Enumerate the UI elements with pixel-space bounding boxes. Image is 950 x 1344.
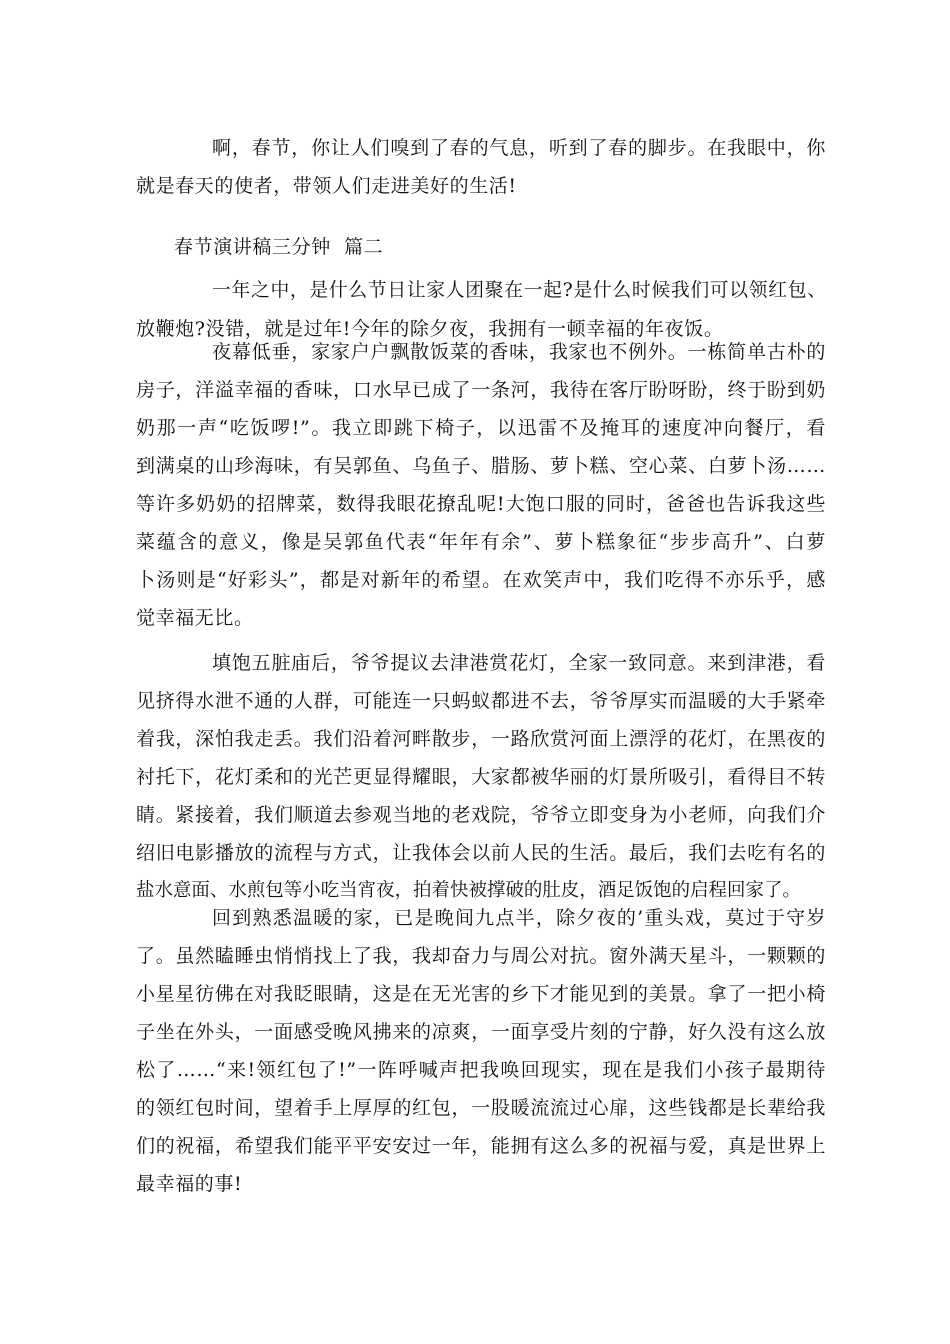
text-line: 填饱五脏庙后，爷爷提议去津港赏花灯，全家一致同意。来到津港，看 (212, 652, 826, 674)
paragraph-1 (136, 129, 826, 205)
section-heading: 春节演讲稿三分钟 篇二 (174, 236, 384, 258)
text-line: 一年之中，是什么节日让家人团聚在一起?是什么时候我们可以领红包、 (212, 280, 826, 301)
paragraph-3 (136, 333, 826, 637)
paragraph-4 (136, 644, 826, 910)
text-line: 奶那一声“吃饭啰!”。我立即跳下椅子，以迅雷不及掩耳的速度冲向餐厅，看 (136, 417, 826, 439)
text-line: 睛。紧接着，我们顺道去参观当地的老戏院，爷爷立即变身为小老师，向我们介 (136, 804, 826, 826)
text-line: 着我，深怕我走丢。我们沿着河畔散步，一路欣赏河面上漂浮的花灯，在黑夜的 (136, 728, 826, 750)
text-line: 了。虽然瞌睡虫悄悄找上了我，我却奋力与周公对抗。窗外满天星斗，一颗颗的 (136, 945, 826, 967)
text-line: 的领红包时间，望着手上厚厚的红包，一股暖流流过心扉，这些钱都是长辈给我 (136, 1097, 826, 1119)
text-line: 房子，洋溢幸福的香味，口水早已成了一条河，我待在客厅盼呀盼，终于盼到奶 (136, 379, 826, 401)
text-line: 小星星彷佛在对我眨眼睛，这是在无光害的乡下才能见到的美景。拿了一把小椅 (136, 983, 826, 1005)
text-line: 觉幸福无比。 (136, 607, 254, 629)
text-line: 到满桌的山珍海味，有吴郭鱼、乌鱼子、腊肠、萝卜糕、空心菜、白萝卜汤…… (136, 455, 826, 477)
text-line: 最幸福的事! (136, 1173, 243, 1195)
text-line: 卜汤则是“好彩头”，都是对新年的希望。在欢笑声中，我们吃得不亦乐乎，感 (136, 569, 826, 591)
text-line: 盐水意面、水煎包等小吃当宵夜，拍着快被撑破的肚皮，酒足饭饱的启程回家了。 (136, 880, 801, 901)
text-line: 绍旧电影播放的流程与方式，让我体会以前人民的生活。最后，我们去吃有名的 (136, 842, 826, 864)
text-line: 回到熟悉温暖的家，已是晚间九点半，除夕夜的’重头戏，莫过于守岁 (212, 907, 826, 929)
text-line: 等许多奶奶的招牌菜，数得我眼花撩乱呢!大饱口服的同时，爸爸也告诉我这些 (136, 493, 826, 515)
text-line: 啊，春节，你让人们嗅到了春的气息，听到了春的脚步。在我眼中，你 (212, 137, 826, 159)
text-line: 子坐在外头，一面感受晚风拂来的凉爽，一面享受片刻的宁静，好久没有这么放 (136, 1021, 826, 1043)
text-line: 放鞭炮?没错，就是过年!今年的除夕夜，我拥有一顿幸福的年夜饭。 (136, 318, 724, 340)
text-line: 见挤得水泄不通的人群，可能连一只蚂蚁都进不去，爷爷厚实而温暖的大手紧牵 (136, 690, 826, 712)
text-line: 菜蕴含的意义，像是吴郭鱼代表“年年有余”、萝卜糕象征“步步高升”、白萝 (136, 531, 826, 553)
text-line: 夜幕低垂，家家户户飘散饭菜的香味，我家也不例外。一栋简单古朴的 (212, 341, 826, 363)
text-line: 衬托下，花灯柔和的光芒更显得耀眼，大家都被华丽的灯景所吸引，看得目不转 (136, 766, 826, 788)
text-line: 松了……“来!领红包了!”一阵呼喊声把我唤回现实，现在是我们小孩子最期待 (136, 1059, 826, 1081)
text-line: 就是春天的使者，带领人们走进美好的生活! (136, 175, 517, 197)
paragraph-5 (136, 899, 826, 1203)
text-line: 们的祝福，希望我们能平平安安过一年，能拥有这么多的祝福与爱，真是世界上 (136, 1135, 826, 1157)
